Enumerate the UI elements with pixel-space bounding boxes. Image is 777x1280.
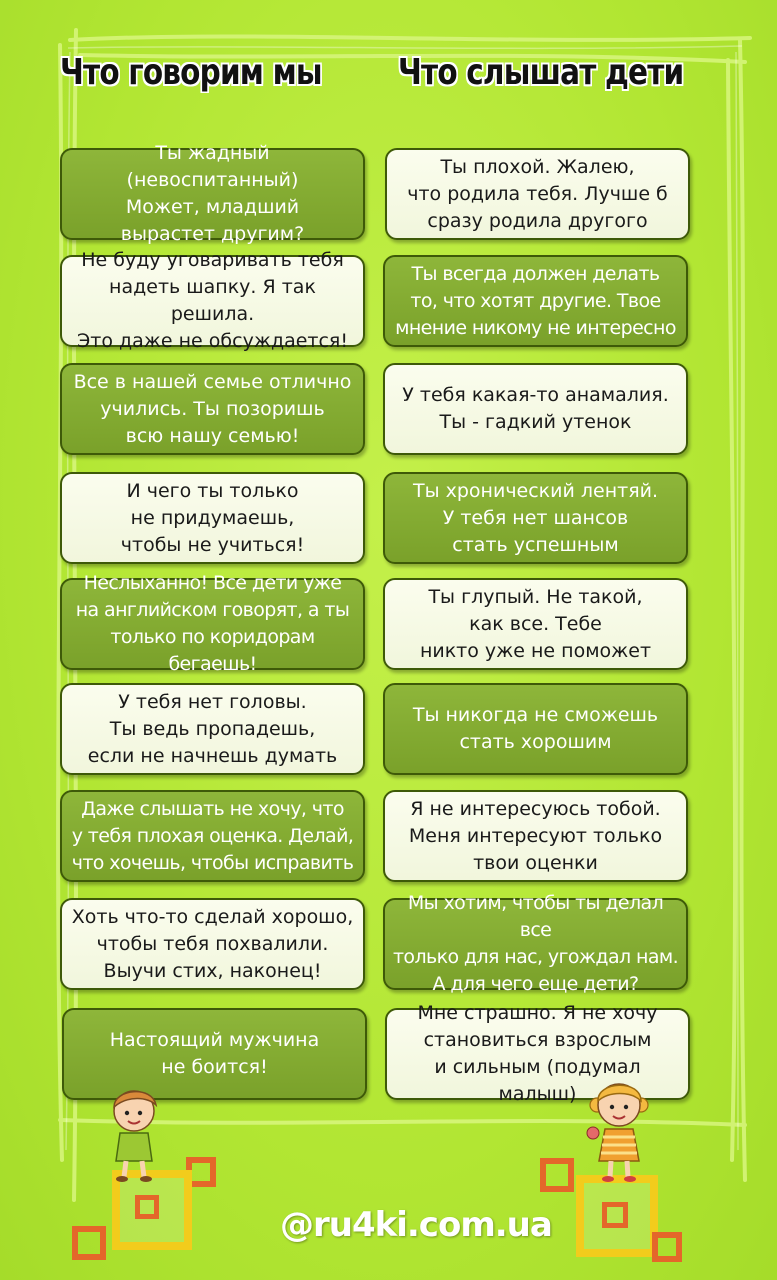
hear-text-5: Ты глупый. Не такой, как все. Тебе никто уже не поможет xyxy=(419,585,652,662)
decor-square-orange-5 xyxy=(602,1202,628,1228)
say-text-5: Неслыханно! Все дети уже на английском говорят, а ты только по коридорам бегаешь! xyxy=(75,572,350,675)
say-card-8 xyxy=(60,898,365,990)
say-card-1 xyxy=(60,142,365,245)
say-text-4: И чего ты только не придумаешь, чтобы не учиться! xyxy=(120,479,305,556)
say-card-5 xyxy=(60,572,365,675)
say-card-4 xyxy=(60,472,365,564)
hear-card-7 xyxy=(383,790,688,882)
left-column-title: Что говорим мы xyxy=(60,52,322,93)
hear-card-8 xyxy=(383,892,688,995)
hear-text-2: Ты всегда должен делать то, что хотят другие. Твое мнение никому не интересно xyxy=(395,262,676,339)
hear-card-5 xyxy=(383,578,688,670)
say-text-9: Настоящий мужчина не боится! xyxy=(109,1029,320,1078)
say-card-6 xyxy=(60,683,365,775)
right-column-title: Что слышат дети xyxy=(398,52,684,93)
say-text-1: Ты жадный (невоспитанный) Может, младший вырастет другим? xyxy=(120,142,305,245)
say-card-7 xyxy=(60,790,365,882)
say-card-3 xyxy=(60,363,365,455)
hear-card-1 xyxy=(385,148,690,240)
hear-card-2 xyxy=(383,255,688,347)
hear-text-7: Я не интересуюсь тобой. Меня интересуют только твои оценки xyxy=(408,797,663,874)
hear-text-6: Ты никогда не сможешь стать хорошим xyxy=(412,704,659,753)
decor-square-orange-3 xyxy=(72,1226,106,1260)
website-watermark: @ru4ki.com.ua xyxy=(280,1205,552,1245)
hear-text-3: У тебя какая-то анамалия. Ты - гадкий утенок xyxy=(402,384,669,433)
say-text-8: Хоть что-то сделай хорошо, чтобы тебя похвалили. Выучи стих, наконец! xyxy=(71,905,354,982)
say-card-2 xyxy=(60,249,365,352)
say-text-6: У тебя нет головы. Ты ведь пропадешь, если не начнешь думать xyxy=(87,690,338,767)
hear-card-6 xyxy=(383,683,688,775)
hear-card-3 xyxy=(383,363,688,455)
hear-card-4 xyxy=(383,472,688,564)
hear-text-8: Мы хотим, чтобы ты делал все только для нас, угождал нам. А для чего еще дети? xyxy=(392,892,679,995)
say-text-7: Даже слышать не хочу, что у тебя плохая оценка. Делай, что хочешь, чтобы исправить xyxy=(71,797,354,874)
decor-square-orange-4 xyxy=(540,1158,574,1192)
girl-illustration xyxy=(583,1075,653,1185)
boy-illustration xyxy=(104,1083,168,1183)
hear-text-1: Ты плохой. Жалею, что родила тебя. Лучше б сразу родила другого xyxy=(407,155,668,232)
say-text-2: Не буду уговаривать тебя надеть шапку. Я так решила. Это даже не обсуждается! xyxy=(77,249,348,352)
decor-square-orange-2 xyxy=(135,1195,159,1219)
say-text-3: Все в нашей семье отлично учились. Ты позоришь всю нашу семью! xyxy=(73,370,352,447)
hear-text-4: Ты хронический лентяй. У тебя нет шансов стать успешным xyxy=(412,479,659,556)
hear-text-9: Мне страшно. Я не хочу становиться взрослым и сильным (подумал малыш) xyxy=(417,1002,658,1105)
decor-square-orange-6 xyxy=(652,1232,682,1262)
